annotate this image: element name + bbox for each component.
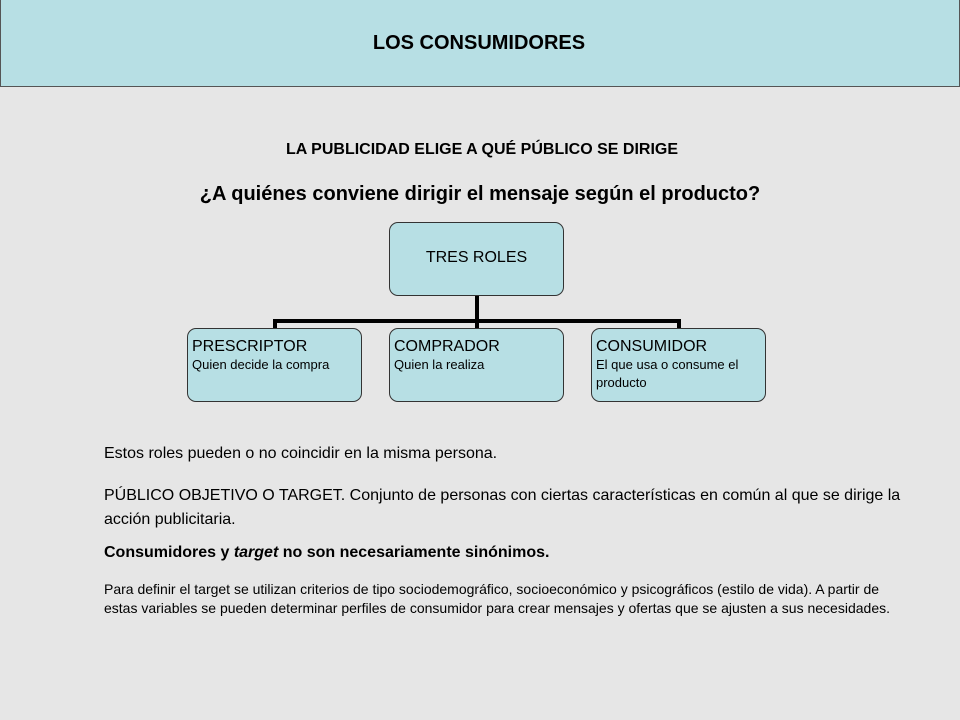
connector-root-stem: [475, 296, 479, 321]
org-node-desc: Quien la realiza: [394, 357, 485, 372]
org-node-prescriptor: [187, 328, 362, 402]
org-node-role: PRESCRIPTOR: [192, 338, 308, 355]
paragraph-target-definition: PÚBLICO OBJETIVO O TARGET. Conjunto de personas con ciertas características en común al que se dirige la acción publicitaria.: [104, 487, 901, 528]
paragraph-target-criteria: Para definir el target se utilizan criterios de tipo sociodemográfico, socioeconómico y psicográficos (estilo de vida). A partir de estas variables se pueden determinar perfiles de consumidor para crear mensajes y ofertas que se ajusten a sus necesidades.: [104, 581, 890, 616]
p3-end: no son necesariamente sinónimos.: [278, 544, 550, 561]
p3-start: Consumidores y: [104, 544, 234, 561]
org-node-desc: Quien decide la compra: [192, 357, 330, 372]
paragraph-not-synonyms: [104, 544, 904, 562]
question-heading: ¿A quiénes conviene dirigir el mensaje según el producto?: [199, 183, 761, 205]
subtitle: LA PUBLICIDAD ELIGE A QUÉ PÚBLICO SE DIRIGE: [285, 141, 679, 158]
p3-italic-term: target: [233, 544, 279, 561]
org-node-role: CONSUMIDOR: [596, 338, 708, 355]
org-node-role: COMPRADOR: [394, 338, 500, 355]
org-node-consumidor: [591, 328, 766, 402]
org-root-label: TRES ROLES: [425, 249, 528, 266]
org-root-node: [389, 222, 564, 296]
org-node-desc: El que usa o consume el producto: [596, 357, 739, 390]
org-node-comprador: [389, 328, 564, 402]
slide-title: LOS CONSUMIDORES: [372, 31, 586, 54]
paragraph-roles: Estos roles pueden o no coincidir en la misma persona.: [104, 445, 498, 462]
